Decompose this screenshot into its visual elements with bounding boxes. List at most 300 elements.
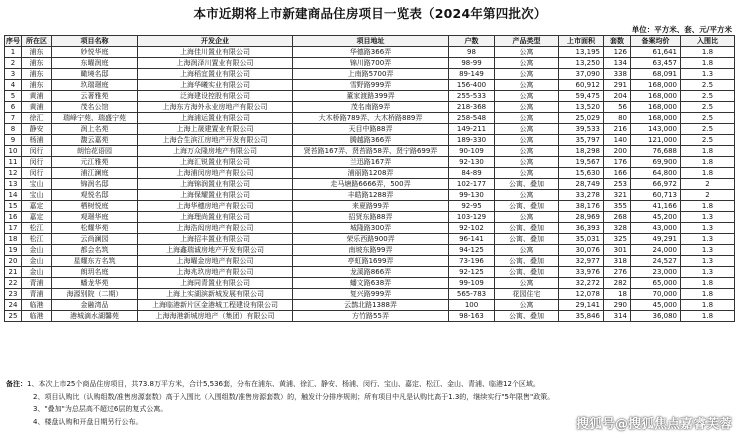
cell-developer: 上海万众隆房地产有限公司 (138, 146, 293, 157)
cell-address: 来夏路99弄 (293, 201, 449, 212)
cell-ratio: 2.5 (681, 135, 735, 146)
cell-price: 61,641 (631, 47, 681, 58)
cell-area: 28,969 (559, 212, 604, 223)
cell-district: 杨浦 (22, 135, 52, 146)
cell-ratio: 2.5 (681, 80, 735, 91)
cell-index: 5 (5, 91, 22, 102)
cell-address: 龙溪路866弄 (293, 267, 449, 278)
cell-area: 30,076 (559, 245, 604, 256)
cell-area: 12,078 (559, 289, 604, 300)
cell-unit-size: 92-95 (449, 201, 495, 212)
cell-address: 贤苔路167弄、贤苔路58弄、贤宁路699弄 (293, 146, 449, 157)
table-row (5, 300, 735, 311)
cell-index: 15 (5, 201, 22, 212)
table-row (5, 47, 735, 58)
table-row (5, 289, 735, 300)
cell-units: 56 (604, 102, 631, 113)
cell-price: 63,457 (631, 58, 681, 69)
header-product-type: 产品类型 (495, 36, 559, 47)
cell-price: 70,000 (631, 289, 681, 300)
table-row (5, 267, 735, 278)
cell-units: 18 (604, 289, 631, 300)
cell-district: 徐汇 (22, 113, 52, 124)
cell-price: 168,000 (631, 102, 681, 113)
cell-ratio: 1.8 (681, 278, 735, 289)
cell-developer: 上海浦运置业有限公司 (138, 113, 293, 124)
cell-district: 临港 (22, 300, 52, 311)
cell-index: 6 (5, 102, 22, 113)
cell-area: 36,393 (559, 223, 604, 234)
cell-unit-size: 565-783 (449, 289, 495, 300)
cell-area: 59,475 (559, 91, 604, 102)
cell-index: 25 (5, 311, 22, 322)
cell-price: 45,200 (631, 212, 681, 223)
cell-address: 浦丽路1208弄 (293, 168, 449, 179)
cell-project-name: 金融湾品 (52, 300, 138, 311)
cell-units: 301 (604, 245, 631, 256)
cell-ratio: 2 (681, 190, 735, 201)
header-area: 上市面积 (559, 36, 604, 47)
cell-district: 金山 (22, 267, 52, 278)
table-row (5, 124, 735, 135)
cell-project-name: 云著雅苑 (52, 91, 138, 102)
cell-ratio: 2.5 (681, 91, 735, 102)
cell-project-name: 蟠龙华苑 (52, 278, 138, 289)
cell-index: 2 (5, 58, 22, 69)
cell-price: 168,000 (631, 113, 681, 124)
cell-ratio: 2.5 (681, 102, 735, 113)
cell-price: 36,080 (631, 311, 681, 322)
note-line: 2、项目认购比（认购组数/准售房源套数）高于入围比（入围组数/准售房源套数）的，触发计分排序规则；所有项目中凡是认购比高于1.3的，继续实行"5年限售"政策。 (33, 392, 555, 401)
cell-developer: 上海上实湖滨新城发展有限公司 (138, 289, 293, 300)
cell-price: 24,527 (631, 256, 681, 267)
table-row (5, 223, 735, 234)
cell-project-name: 浦江澜庭 (52, 168, 138, 179)
cell-product-type: 花园住宅 (495, 289, 559, 300)
cell-unit-size: 98-163 (449, 311, 495, 322)
note-line (6, 378, 626, 391)
cell-index: 1 (5, 47, 22, 58)
cell-developer: 上海浩闳房地产有限公司 (138, 223, 293, 234)
cell-units: 140 (604, 135, 631, 146)
cell-index: 21 (5, 267, 22, 278)
note-line: 3、"叠加"为总层高不超过6层的复式公寓。 (33, 405, 168, 413)
cell-unit-size: 258-548 (449, 113, 495, 124)
cell-area: 13,250 (559, 58, 604, 69)
cell-unit-size: 98 (449, 47, 495, 58)
cell-ratio: 1.8 (681, 311, 735, 322)
cell-units: 325 (604, 234, 631, 245)
cell-district: 临港 (22, 311, 52, 322)
table-row (5, 113, 735, 124)
cell-address: 亭虹路1699弄 (293, 256, 449, 267)
cell-units: 355 (604, 201, 631, 212)
cell-ratio: 1.8 (681, 289, 735, 300)
cell-price: 65,000 (631, 278, 681, 289)
cell-developer: 泛海建设控股有限公司 (138, 91, 293, 102)
cell-district: 闵行 (22, 168, 52, 179)
cell-product-type: 公寓 (495, 245, 559, 256)
page-title: 本市近期将上市新建商品住房项目一览表（2024年第四批次） (193, 6, 547, 21)
cell-area: 33,278 (559, 190, 604, 201)
cell-ratio: 1.8 (681, 300, 735, 311)
cell-developer: 上海兆玖房地产有限公司 (138, 267, 293, 278)
table-row (5, 212, 735, 223)
table-row (5, 245, 735, 256)
cell-units: 176 (604, 157, 631, 168)
cell-product-type: 公寓、叠加 (495, 234, 559, 245)
cell-price: 64,800 (631, 168, 681, 179)
cell-address: 茂名南路9弄 (293, 102, 449, 113)
cell-product-type: 公寓、叠加 (495, 256, 559, 267)
cell-product-type: 公寓 (495, 124, 559, 135)
cell-area: 25,029 (559, 113, 604, 124)
cell-unit-size: 94-125 (449, 245, 495, 256)
cell-index: 16 (5, 212, 22, 223)
cell-project-name: 都会名筑 (52, 245, 138, 256)
cell-project-name: 瑞峰宁苑、瑞盛宁苑 (52, 113, 138, 124)
cell-ratio: 1.8 (681, 201, 735, 212)
cell-district: 黄浦 (22, 102, 52, 113)
cell-project-name: 茂名公馆 (52, 102, 138, 113)
cell-price: 43,000 (631, 223, 681, 234)
cell-unit-size: 92-130 (449, 157, 495, 168)
cell-unit-size: 84-89 (449, 168, 495, 179)
cell-units: 321 (604, 190, 631, 201)
cell-developer: 上海佳川置业有限公司 (138, 47, 293, 58)
cell-developer: 上海东方海外永业房地产有限公司 (138, 102, 293, 113)
cell-product-type: 公寓、叠加 (495, 311, 559, 322)
cell-project-name: 云尚澜园 (52, 234, 138, 245)
cell-index: 10 (5, 146, 22, 157)
cell-product-type: 公寓 (495, 300, 559, 311)
cell-address: 华德路366弄 (293, 47, 449, 58)
cell-index: 24 (5, 300, 22, 311)
cell-units: 134 (604, 58, 631, 69)
table-body (5, 47, 735, 322)
table-row (5, 201, 735, 212)
header-project-name: 项目名称 (52, 36, 138, 47)
cell-project-name: 东曜润庭 (52, 58, 138, 69)
cell-district: 嘉定 (22, 212, 52, 223)
cell-address: 丰皓路1288弄 (293, 190, 449, 201)
cell-unit-size: 100 (449, 300, 495, 311)
cell-units: 291 (604, 80, 631, 91)
cell-address: 雪野路999弄 (293, 80, 449, 91)
cell-address: 腾越路366弄 (293, 135, 449, 146)
table-header-row (5, 36, 735, 47)
cell-product-type: 公寓 (495, 212, 559, 223)
cell-ratio: 1.8 (681, 157, 735, 168)
cell-developer: 上海理尚置业有限公司 (138, 212, 293, 223)
cell-price: 121,000 (631, 135, 681, 146)
cell-index: 14 (5, 190, 22, 201)
cell-ratio: 1.3 (681, 223, 735, 234)
cell-price: 45,000 (631, 300, 681, 311)
cell-district: 浦东 (22, 80, 52, 91)
cell-product-type: 公寓 (495, 102, 559, 113)
cell-product-type: 公寓 (495, 47, 559, 58)
cell-unit-size: 92-125 (449, 267, 495, 278)
cell-district: 静安 (22, 124, 52, 135)
cell-address: 上南路5700弄 (293, 69, 449, 80)
table-row (5, 91, 735, 102)
table-row (5, 102, 735, 113)
cell-area: 32,272 (559, 278, 604, 289)
cell-address: 招贤东路88弄 (293, 212, 449, 223)
cell-unit-size: 73-196 (449, 256, 495, 267)
cell-address: 荣乐西路900弄 (293, 234, 449, 245)
cell-area: 29,141 (559, 300, 604, 311)
cell-units: 318 (604, 256, 631, 267)
cell-unit-size: 98-99 (449, 58, 495, 69)
cell-unit-size: 156-400 (449, 80, 495, 91)
cell-product-type: 公寓 (495, 69, 559, 80)
cell-ratio: 2 (681, 179, 735, 190)
cell-unit-size: 89-149 (449, 69, 495, 80)
cell-address: 云鹊北路1388弄 (293, 300, 449, 311)
table-row (5, 135, 735, 146)
cell-unit-size: 96-141 (449, 234, 495, 245)
cell-district: 青浦 (22, 289, 52, 300)
header-index: 序号 (6, 37, 20, 45)
cell-ratio: 1.8 (681, 47, 735, 58)
cell-developer: 上海锦润置业有限公司 (138, 179, 293, 190)
cell-product-type: 公寓、叠加 (495, 223, 559, 234)
cell-unit-size: 149-211 (449, 124, 495, 135)
cell-developer: 上海稻宜置业有限公司 (138, 69, 293, 80)
table-row (5, 179, 735, 190)
cell-developer: 上海上晟建置业有限公司 (138, 124, 293, 135)
header-price: 备案均价 (631, 36, 681, 47)
table-row (5, 234, 735, 245)
cell-ratio: 2.5 (681, 124, 735, 135)
cell-product-type: 公寓 (495, 80, 559, 91)
cell-district: 宝山 (22, 179, 52, 190)
cell-area: 37,090 (559, 69, 604, 80)
cell-developer: 上海曜金房地产有限公司 (138, 256, 293, 267)
cell-area: 35,797 (559, 135, 604, 146)
cell-units: 314 (604, 311, 631, 322)
cell-units: 200 (604, 146, 631, 157)
cell-ratio: 1.3 (681, 267, 735, 278)
cell-project-name: 锦润名邸 (52, 179, 138, 190)
cell-address: 蟠文路638弄 (293, 278, 449, 289)
cell-ratio: 1.8 (681, 146, 735, 157)
table-row (5, 146, 735, 157)
cell-project-name: 润上名苑 (52, 124, 138, 135)
cell-project-name: 瞰境名邸 (52, 69, 138, 80)
cell-price: 143,000 (631, 124, 681, 135)
cell-units: 166 (604, 168, 631, 179)
table-row (5, 278, 735, 289)
cell-index: 7 (5, 113, 22, 124)
cell-area: 13,520 (559, 102, 604, 113)
cell-address: 南坡东路99弄 (293, 245, 449, 256)
table-row (5, 256, 735, 267)
cell-area: 18,298 (559, 146, 604, 157)
cell-district: 松江 (22, 223, 52, 234)
cell-district: 宝山 (22, 190, 52, 201)
cell-ratio: 1.8 (681, 168, 735, 179)
cell-address: 兰迅路167弄 (293, 157, 449, 168)
cell-ratio: 1.3 (681, 256, 735, 267)
cell-district: 浦东 (22, 69, 52, 80)
cell-ratio: 1.3 (681, 69, 735, 80)
header-developer: 开发企业 (138, 36, 293, 47)
cell-project-name: 海源别院（二期） (52, 289, 138, 300)
cell-product-type: 公寓 (495, 91, 559, 102)
cell-address: 锦川路700弄 (293, 58, 449, 69)
note-line: 4、楼盘认购和开盘日期另行公布。 (33, 417, 143, 426)
cell-units: 276 (604, 267, 631, 278)
cell-product-type: 公寓、叠加 (495, 179, 559, 190)
cell-index: 18 (5, 234, 22, 245)
cell-district: 青浦 (22, 278, 52, 289)
watermark (576, 413, 732, 432)
cell-district: 浦东 (22, 47, 52, 58)
notes-block (6, 378, 626, 428)
cell-product-type: 公寓 (495, 146, 559, 157)
cell-units: 328 (604, 223, 631, 234)
header-address: 项目地址 (293, 36, 449, 47)
cell-project-name: 馥云嘉苑 (52, 135, 138, 146)
cell-price: 60,713 (631, 190, 681, 201)
cell-product-type: 公寓、叠加 (495, 267, 559, 278)
cell-units: 204 (604, 91, 631, 102)
cell-area: 19,567 (559, 157, 604, 168)
cell-area: 13,195 (559, 47, 604, 58)
cell-units: 126 (604, 47, 631, 58)
cell-developer: 上海同青置业有限公司 (138, 278, 293, 289)
table-row (5, 190, 735, 201)
header-units: 套数 (604, 36, 631, 47)
cell-developer: 上海临港新片区金港城工程建设有限公司 (138, 300, 293, 311)
cell-project-name: 朗怡花语园 (52, 146, 138, 157)
cell-district: 浦东 (22, 58, 52, 69)
cell-developer: 上海润泽川置业有限公司 (138, 58, 293, 69)
cell-developer: 上海招丰置业有限公司 (138, 234, 293, 245)
cell-address: 城隆路300弄 (293, 223, 449, 234)
cell-units: 80 (604, 113, 631, 124)
cell-address: 董家渡路399弄 (293, 91, 449, 102)
cell-developer: 上海鑫瑞诚房地产开发有限公司 (138, 245, 293, 256)
cell-price: 168,000 (631, 91, 681, 102)
cell-index: 4 (5, 80, 22, 91)
cell-units: 268 (604, 212, 631, 223)
table-row (5, 80, 735, 91)
cell-district: 嘉定 (22, 201, 52, 212)
cell-price: 23,000 (631, 267, 681, 278)
header-district: 所在区 (22, 36, 52, 47)
cell-ratio: 1.3 (681, 234, 735, 245)
cell-unit-size: 103-129 (449, 212, 495, 223)
cell-project-name: 松耀华苑 (52, 223, 138, 234)
cell-product-type: 公寓 (495, 135, 559, 146)
cell-product-type: 公寓 (495, 168, 559, 179)
cell-price: 69,900 (631, 157, 681, 168)
header-unit-size: 户数 (449, 36, 495, 47)
table-row (5, 311, 735, 322)
table-row (5, 69, 735, 80)
cell-index: 22 (5, 278, 22, 289)
cell-project-name: 栖树悦庭 (52, 201, 138, 212)
cell-price: 24,000 (631, 245, 681, 256)
cell-unit-size: 102-177 (449, 179, 495, 190)
cell-area: 35,846 (559, 311, 604, 322)
cell-district: 闵行 (22, 157, 52, 168)
cell-units: 338 (604, 69, 631, 80)
cell-ratio: 1.8 (681, 58, 735, 69)
cell-price: 41,166 (631, 201, 681, 212)
cell-project-name: 朗玥名庭 (52, 267, 138, 278)
cell-developer: 上海华曦实业有限公司 (138, 80, 293, 91)
cell-unit-size: 99-130 (449, 190, 495, 201)
cell-price: 68,091 (631, 69, 681, 80)
header-ratio: 入围比 (681, 36, 735, 47)
cell-units: 282 (604, 278, 631, 289)
cell-index: 8 (5, 124, 22, 135)
cell-area: 35,031 (559, 234, 604, 245)
cell-address: 大木桥路789弄、大木桥路889弄 (293, 113, 449, 124)
watermark-text: 搜狐号@搜狐焦点嘉睿芙蓉 (575, 417, 732, 432)
table-row (5, 58, 735, 69)
cell-project-name: 观璟华庭 (52, 212, 138, 223)
cell-district: 松江 (22, 234, 52, 245)
cell-developer: 上海汇锐置业有限公司 (138, 157, 293, 168)
cell-index: 12 (5, 168, 22, 179)
cell-area: 32,977 (559, 256, 604, 267)
cell-area: 15,630 (559, 168, 604, 179)
cell-units: 216 (604, 124, 631, 135)
cell-product-type: 公寓 (495, 113, 559, 124)
cell-ratio: 2.5 (681, 113, 735, 124)
cell-unit-size: 189-330 (449, 135, 495, 146)
cell-unit-size: 255-533 (449, 91, 495, 102)
cell-developer: 上海浦闵房地产有限公司 (138, 168, 293, 179)
cell-address: 复兴路999弄 (293, 289, 449, 300)
cell-district: 金山 (22, 245, 52, 256)
cell-unit-size: 92-102 (449, 223, 495, 234)
project-table (4, 35, 735, 322)
cell-developer: 上海华穗房地产有限公司 (138, 201, 293, 212)
cell-price: 76,688 (631, 146, 681, 157)
cell-developer: 上海保耀置业有限公司 (138, 190, 293, 201)
cell-area: 28,749 (559, 179, 604, 190)
cell-product-type: 公寓 (495, 278, 559, 289)
cell-product-type: 公寓 (495, 157, 559, 168)
cell-address: 方竹路55弄 (293, 311, 449, 322)
cell-project-name: 港城滴水湖馨苑 (52, 311, 138, 322)
cell-district: 闵行 (22, 146, 52, 157)
cell-project-name: 观悦名邸 (52, 190, 138, 201)
cell-developer: 上海合生滨江房地产开发有限公司 (138, 135, 293, 146)
cell-price: 168,000 (631, 80, 681, 91)
cell-index: 11 (5, 157, 22, 168)
cell-product-type: 公寓、叠加 (495, 201, 559, 212)
cell-unit-size: 218-368 (449, 102, 495, 113)
note-text: 1、本次上市25个商品住房项目，共73.8万平方米，合计5,536套，分布在浦东、黄浦、徐汇、静安、杨浦、闵行、宝山、嘉定、松江、金山、青浦、临港12个区域。 (27, 380, 540, 388)
cell-area: 39,533 (559, 124, 604, 135)
cell-index: 13 (5, 179, 22, 190)
cell-project-name: 元江雅苑 (52, 157, 138, 168)
cell-district: 金山 (22, 256, 52, 267)
cell-index: 23 (5, 289, 22, 300)
cell-address: 天目中路88弄 (293, 124, 449, 135)
cell-index: 9 (5, 135, 22, 146)
cell-address: 走马塘路6666弄，500弄 (293, 179, 449, 190)
notes-label: 备注： (6, 380, 27, 388)
